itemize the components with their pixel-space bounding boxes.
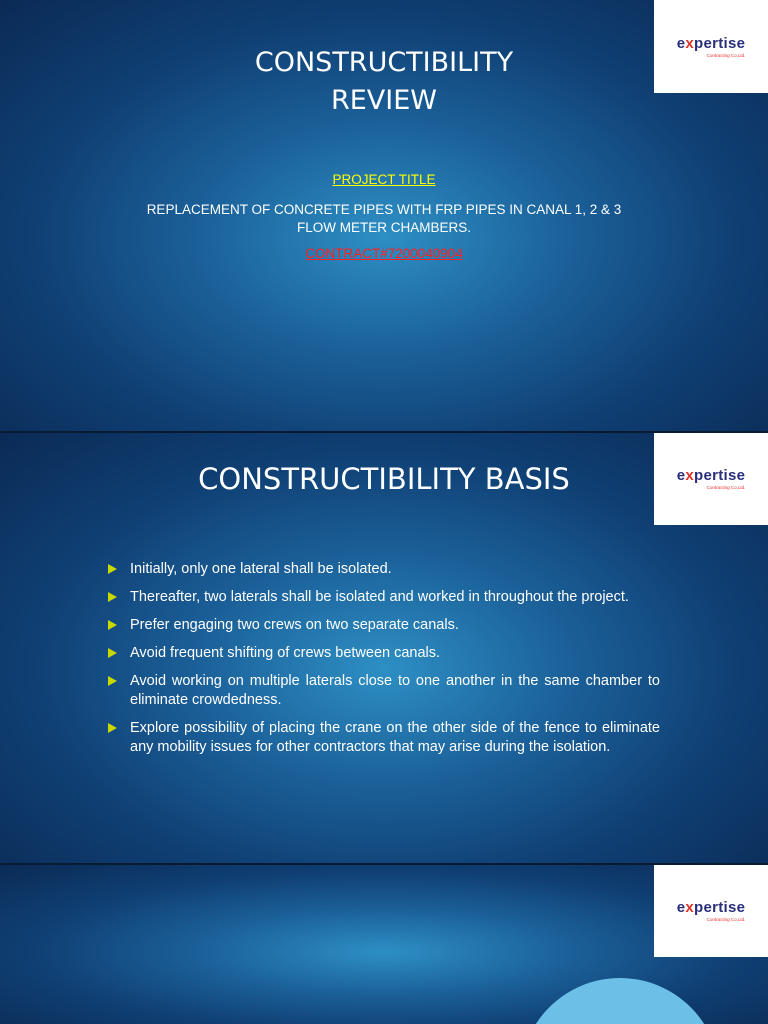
- slide-constructibility-basis: [0, 432, 768, 864]
- decorative-circle: [520, 978, 720, 1024]
- arrow-bullet-icon: [108, 676, 117, 686]
- slide-title: CONSTRUCTIBILITY BASIS: [198, 462, 570, 496]
- arrow-bullet-icon: [108, 564, 117, 574]
- slide-divider: [0, 431, 768, 433]
- arrow-bullet-icon: [108, 620, 117, 630]
- list-item: Initially, only one lateral shall be isolated.: [108, 560, 660, 579]
- bullet-list: [108, 560, 660, 766]
- logo-wordmark: expertise: [676, 898, 746, 916]
- logo-wordmark: expertise: [676, 466, 746, 484]
- list-item: Thereafter, two laterals shall be isolated and worked in throughout the project.: [108, 588, 660, 607]
- slide-constructibility-review: [0, 0, 768, 432]
- slide-partial: [0, 864, 768, 1024]
- logo-tagline: Contracting Co.Ltd.: [706, 484, 746, 490]
- project-description: REPLACEMENT OF CONCRETE PIPES WITH FRP PIPES IN CANAL 1, 2 & 3 FLOW METER CHAMBERS.: [146, 202, 622, 235]
- arrow-bullet-icon: [108, 723, 117, 733]
- logo-tagline: Contracting Co.Ltd.: [706, 916, 746, 922]
- list-item: Explore possibility of placing the crane on the other side of the fence to eliminate any mobility issues for other contractors that may arise during the isolation.: [108, 719, 660, 757]
- list-item: Avoid working on multiple laterals close to one another in the same chamber to eliminate crowdedness.: [108, 672, 660, 710]
- arrow-bullet-icon: [108, 648, 117, 658]
- contract-number: CONTRACT#7200040904: [305, 246, 463, 261]
- logo-wordmark: expertise: [676, 34, 746, 52]
- slide-divider: [0, 863, 768, 865]
- arrow-bullet-icon: [108, 592, 117, 602]
- project-title-label: PROJECT TITLE: [332, 172, 436, 187]
- slide-title: CONSTRUCTIBILITY REVIEW: [254, 47, 514, 116]
- expertise-logo: [654, 864, 768, 957]
- list-item: Avoid frequent shifting of crews between canals.: [108, 644, 660, 663]
- logo-tagline: Contracting Co.Ltd.: [706, 52, 746, 58]
- list-item: Prefer engaging two crews on two separate canals.: [108, 616, 660, 635]
